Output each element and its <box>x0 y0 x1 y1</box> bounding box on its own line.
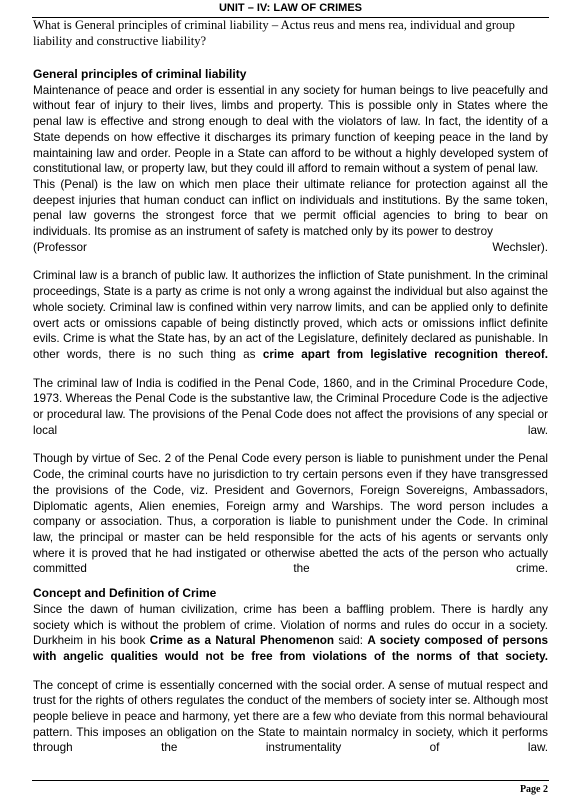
paragraph-criminal-law <box>33 268 548 362</box>
paragraph-criminal-law-text: Criminal law is a branch of public law. It authorizes the infliction of State punishment. In the criminal proceedings, State is a party as crime is not only a wrong against the individual but also against the whole society. Criminal law is confined within very narrow limits, and can be applied only to definite overt acts or omissions capable of being distinctly proved, which acts or omissions inflict definite evils. Crime is what the State has, by an act of the Legislature, definitely declared as punishable. In other words, there is no such thing as <box>33 269 548 361</box>
paragraph-maintenance: Maintenance of peace and order is essential in any society for human beings to live peacefully and without fear of injury to their lives, limbs and property. This is possible only in States where the penal law is effective and strong enough to deal with the violators of law. In fact, the identity of a State depends on how effective it discharges its primary function of keeping peace in the land by maintaining law and order. People in a State can afford to be without a highly developed system of constitutional law, or property law, but they could ill afford to remain without a system of penal law. <box>33 83 548 176</box>
said-text: said: <box>338 634 364 648</box>
paragraph-penal-law-text: This (Penal) is the law on which men place their ultimate reliance for protection against all the deepest injuries that human conduct can inflict on individuals and institutions. By the same token, penal law governs the strongest force that we permit official agencies to bring to bear on individuals. Its promise as an instrument of safety is matched only by its power to destroy <box>33 177 548 239</box>
emphasis-legislative-recognition: crime apart from legislative recognition thereof. <box>262 347 549 361</box>
paragraph-penal-code: The criminal law of India is codified in the Penal Code, 1860, and in the Criminal Procedure Code, 1973. Whereas the Penal Code is the substantive law, the Criminal Procedure Code is the adjective or procedural law. The provisions of the Penal Code does not affect the provisions of any special or local law. <box>33 376 548 437</box>
paragraph-durkheim <box>33 602 548 665</box>
citation-wechsler: Wechsler). <box>492 240 548 254</box>
section-heading-general-principles: General principles of criminal liability <box>33 67 247 81</box>
page-header: UNIT – IV: LAW OF CRIMES <box>218 2 362 14</box>
paragraph-durkheim-text: Since the dawn of human civilization, crime has been a baffling problem. There is hardly any society which is without the problem of crime. Violation of norms and rules do occur in a society. Durkheim in his book <box>33 602 548 648</box>
paragraph-penal-law <box>33 177 548 256</box>
book-title: Crime as a Natural Phenomenon <box>149 634 335 648</box>
citation-professor: (Professor <box>33 240 87 254</box>
durkheim-quote: A society composed of persons with angelic qualities would not be free from violations of the norms of that society. <box>33 634 548 663</box>
question-text: What is General principles of criminal liability – Actus reus and mens rea, individual and group liability and constructive liability? <box>33 18 515 48</box>
footer-rule <box>32 780 549 781</box>
main-content <box>33 67 548 756</box>
paragraph-jurisdiction: Though by virtue of Sec. 2 of the Penal Code every person is liable to punishment under the Penal Code, the criminal courts have no jurisdiction to try certain persons even if they have transgressed the provisions of the Code, viz. President and Governors, Foreign Sovereigns, Ambassadors, Diplomatic agents, Alien enemies, Foreign army and Warships. The word person includes a company or association. Thus, a corporation is liable to punishment under the Code. In criminal law, the principal or master can be held responsible for the acts of his agents or servants only where it is proved that he had instigated or otherwise abetted the acts of the person who actually committed the crime. <box>33 452 548 576</box>
page-number: Page 2 <box>519 784 548 795</box>
section-heading-concept-of-crime: Concept and Definition of Crime <box>33 586 217 601</box>
paragraph-social-order: The concept of crime is essentially concerned with the social order. A sense of mutual respect and trust for the rights of others regulates the conduct of the members of society inter se. Although most people believe in peace and harmony, yet there are a few who deviate from this normal behavioural pattern. This imposes an obligation on the State to maintain normalcy in society, which it performs through the instrumentality of law. <box>33 678 548 755</box>
